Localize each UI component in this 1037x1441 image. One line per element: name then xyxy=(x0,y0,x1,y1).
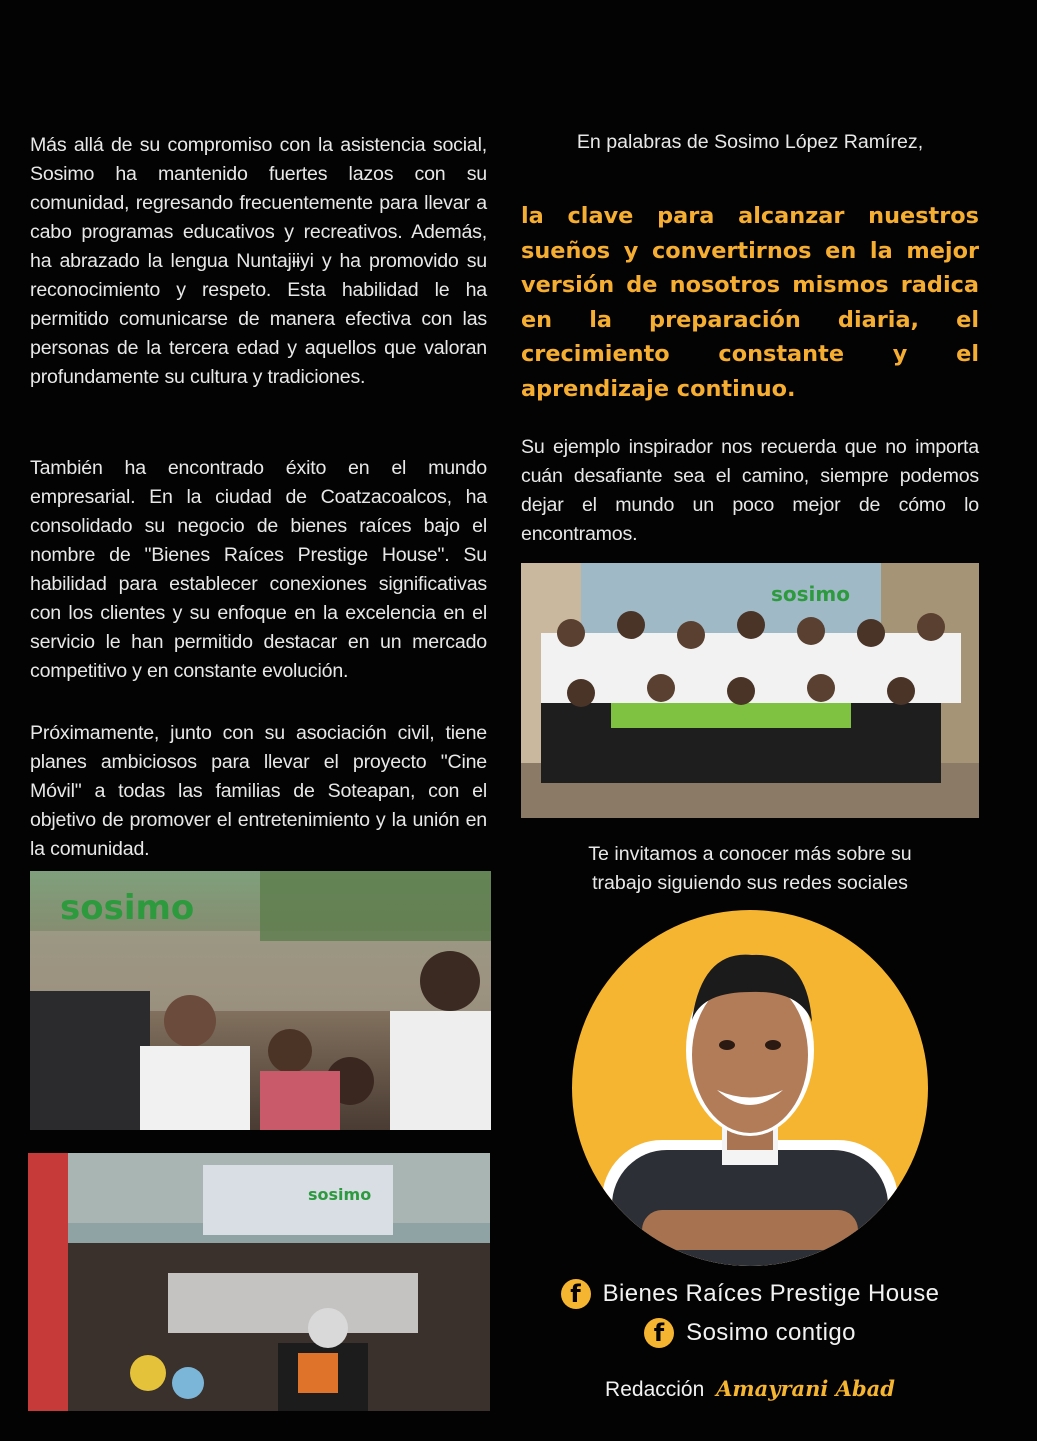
invite-line-2: trabajo siguiendo sus redes sociales xyxy=(592,872,908,894)
quote-intro: En palabras de Sosimo López Ramírez, xyxy=(576,131,924,153)
social-facebook-sosimo[interactable] xyxy=(521,1318,979,1348)
social-facebook-prestige[interactable] xyxy=(521,1279,979,1309)
byline-author: Amayrani Abad xyxy=(716,1376,895,1401)
facebook-icon: f xyxy=(644,1318,674,1348)
social-label: Sosimo contigo xyxy=(686,1319,856,1346)
community-photo-2 xyxy=(28,1153,490,1411)
byline-label: Redacción xyxy=(605,1378,705,1401)
body-paragraph-3: Próximamente, junto con su asociación civil, tiene planes ambiciosos para llevar el proyecto "Cine Móvil" a todas las familias de Soteapan, con el objetivo de promover el entretenimiento y la unión en la comunidad. xyxy=(30,722,487,860)
portrait-avatar xyxy=(572,910,928,1266)
sosimo-banner: sosimo xyxy=(771,582,850,606)
sosimo-logo: sosimo xyxy=(60,888,195,928)
community-photo-1 xyxy=(30,871,491,1130)
sosimo-banner: sosimo xyxy=(308,1185,372,1204)
byline xyxy=(521,1376,979,1402)
highlight-quote: la clave para alcanzar nuestros sueños y convertirnos en la mejor versión de nosotros mismos radica en la preparación diaria, el crecimiento constante y el aprendizaje continuo. xyxy=(521,203,979,402)
team-photo xyxy=(521,563,979,818)
body-paragraph-4: Su ejemplo inspirador nos recuerda que no importa cuán desafiante sea el camino, siempre podemos dejar el mundo un poco mejor de cómo lo encontramos. xyxy=(521,436,979,545)
facebook-icon: f xyxy=(561,1279,591,1309)
body-paragraph-1: Más allá de su compromiso con la asistencia social, Sosimo ha mantenido fuertes lazos con su comunidad, regresando frecuentemente para llevar a cabo programas educativos y recreativos. Además, ha abrazado la lengua Nuntajɨɨyi y ha promovido su reconocimiento y respeto. Esta habilidad le ha permitido comunicarse de manera efectiva con las personas de la tercera edad y aquellos que valoran profundamente su cultura y tradiciones. xyxy=(30,134,487,388)
invite-line-1: Te invitamos a conocer más sobre su xyxy=(588,843,912,865)
body-paragraph-2: También ha encontrado éxito en el mundo empresarial. En la ciudad de Coatzacoalcos, ha consolidado su negocio de bienes raíces bajo el nombre de "Bienes Raíces Prestige House". Su habilidad para establecer conexiones significativas con los clientes y su enfoque en la excelencia en el servicio le han permitido destacar en un mercado competitivo y en constante evolución. xyxy=(30,457,487,682)
social-label: Bienes Raíces Prestige House xyxy=(602,1280,940,1307)
invite-text xyxy=(521,840,979,898)
